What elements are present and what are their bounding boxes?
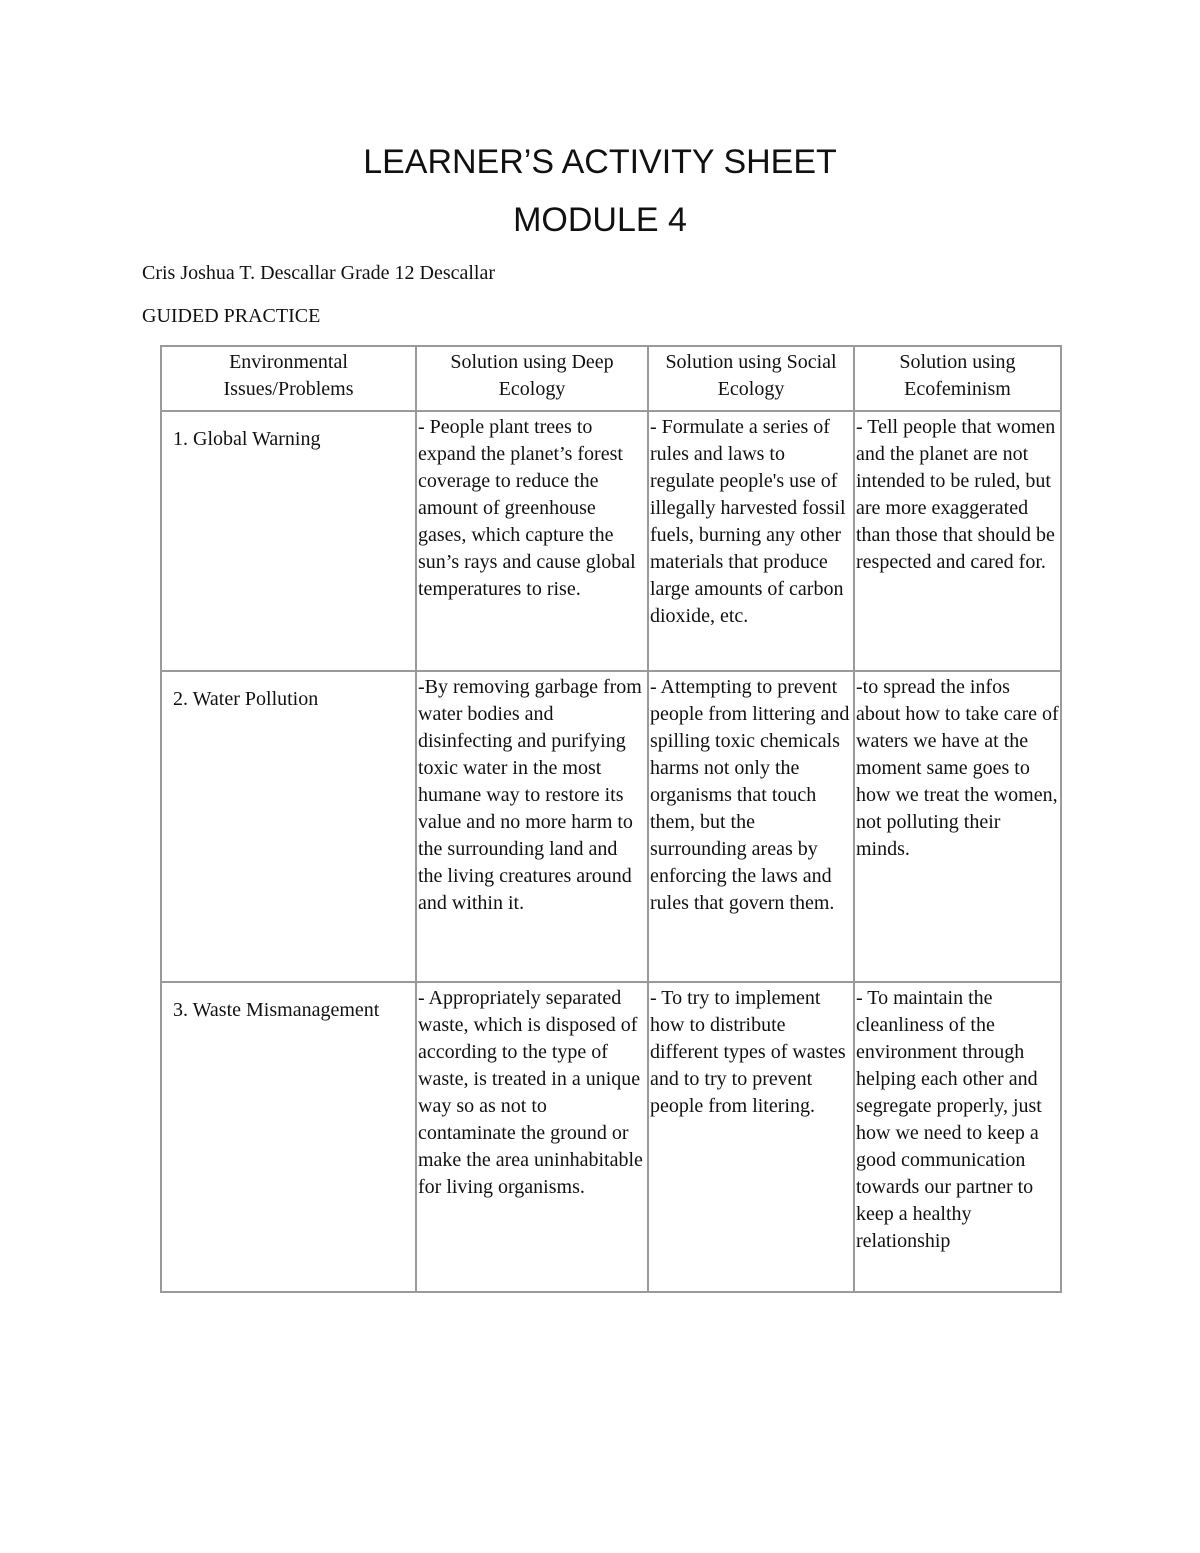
ecofeminism-cell: -to spread the infos about how to take care of waters we have at the moment same goes to how we treat the women, not polluting their minds.: [854, 671, 1061, 982]
social-ecology-cell: - To try to implement how to distribute different types of wastes and to try to prevent people from litering.: [648, 982, 854, 1292]
issue-cell: 3. Waste Mismanagement: [161, 982, 416, 1292]
section-heading: GUIDED PRACTICE: [142, 305, 321, 327]
ecofeminism-cell: - To maintain the cleanliness of the environment through helping each other and segregate properly, just how we need to keep a good communication towards our partner to keep a healthy relationship: [854, 982, 1061, 1292]
deep-ecology-cell: - People plant trees to expand the planet’s forest coverage to reduce the amount of greenhouse gases, which capture the sun’s rays and cause global temperatures to rise.: [416, 411, 648, 671]
deep-ecology-cell: - Appropriately separated waste, which is disposed of according to the type of waste, is treated in a unique way so as not to contaminate the ground or make the area uninhabitable for living organisms.: [416, 982, 648, 1292]
social-ecology-cell: - Formulate a series of rules and laws to regulate people's use of illegally harvested fossil fuels, burning any other materials that produce large amounts of carbon dioxide, etc.: [648, 411, 854, 671]
issue-cell: 2. Water Pollution: [161, 671, 416, 982]
table-row: [161, 982, 1061, 1292]
student-info: Cris Joshua T. Descallar Grade 12 Descallar: [142, 262, 496, 284]
activity-table: [160, 345, 1062, 1293]
table-row: [161, 411, 1061, 671]
deep-ecology-cell: -By removing garbage from water bodies and disinfecting and purifying toxic water in the most humane way to restore its value and no more harm to the surrounding land and the living creatures around and within it.: [416, 671, 648, 982]
table-row: [161, 671, 1061, 982]
table-header: [161, 346, 1061, 411]
issue-cell: 1. Global Warning: [161, 411, 416, 671]
header-social-ecology: Solution using Social Ecology: [648, 346, 854, 411]
header-deep-ecology: Solution using Deep Ecology: [416, 346, 648, 411]
document-title: LEARNER’S ACTIVITY SHEET: [363, 143, 837, 181]
header-ecofeminism: Solution using Ecofeminism: [854, 346, 1061, 411]
header-row: [161, 346, 1061, 411]
header-environmental-issues: Environmental Issues/Problems: [161, 346, 416, 411]
module-heading: MODULE 4: [513, 201, 687, 239]
social-ecology-cell: - Attempting to prevent people from littering and spilling toxic chemicals harms not only the organisms that touch them, but the surrounding areas by enforcing the laws and rules that govern them.: [648, 671, 854, 982]
ecofeminism-cell: - Tell people that women and the planet are not intended to be ruled, but are more exaggerated than those that should be respected and cared for.: [854, 411, 1061, 671]
